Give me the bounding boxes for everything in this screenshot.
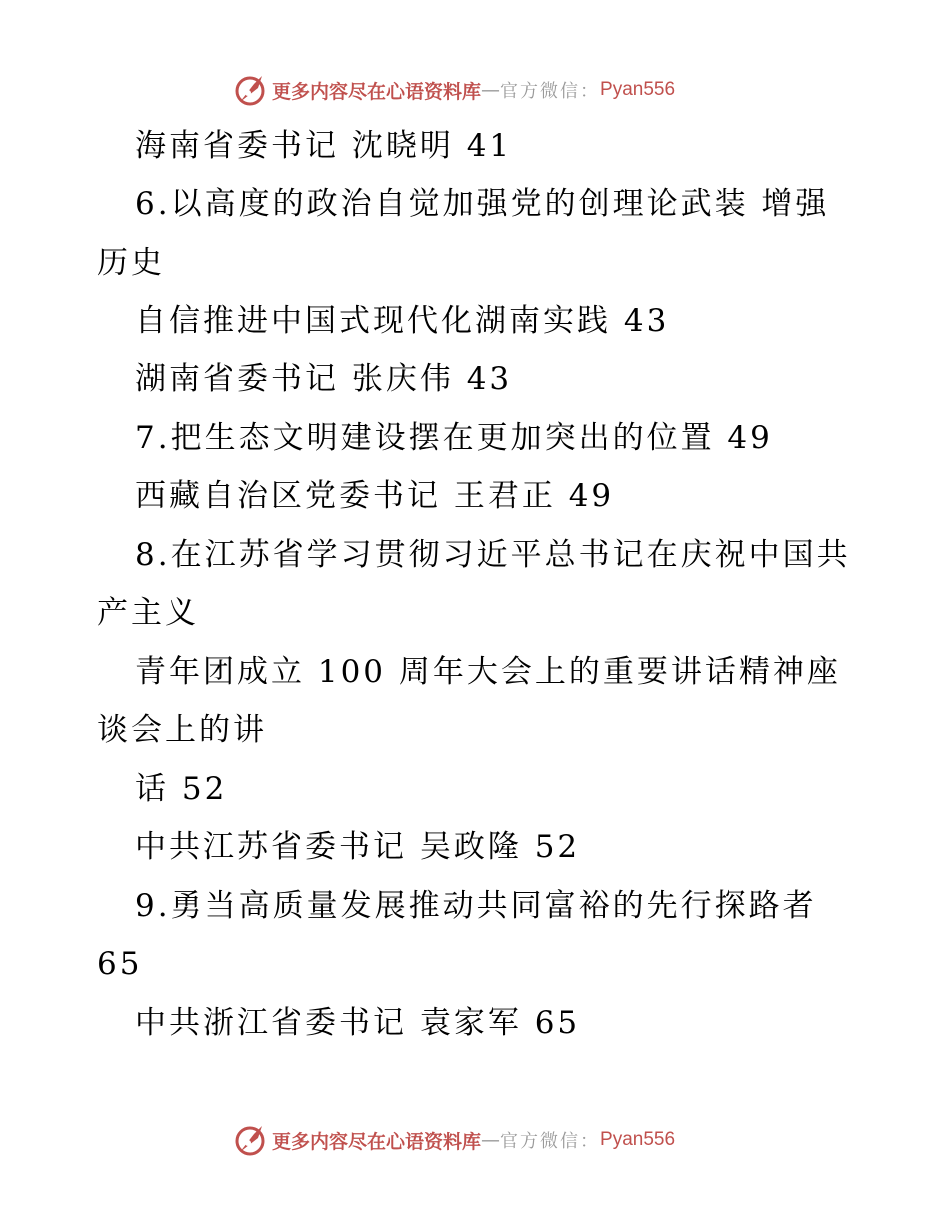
toc-line: 65 [97,946,143,982]
banner-wechat-label: 官方微信： [500,81,601,102]
toc-line: 9.勇当高质量发展推动共同富裕的先行探路者 [135,888,817,924]
banner-slogan: 更多内容尽在心语资料库 [272,1130,482,1153]
toc-line: 青年团成立 100 周年大会上的重要讲话精神座 [135,654,841,690]
header-banner [232,70,752,110]
quill-logo-icon [232,1122,268,1158]
toc-line: 中共浙江省委书记 袁家军 65 [135,1005,581,1041]
toc-line: 海南省委书记 沈晓明 41 [135,128,513,164]
quill-logo-icon [232,72,268,108]
toc-line: 产主义 [97,595,199,631]
toc-line: 自信推进中国式现代化湖南实践 43 [135,303,670,339]
toc-line: 中共江苏省委书记 吴政隆 52 [135,829,581,865]
toc-line: 8.在江苏省学习贯彻习近平总书记在庆祝中国共 [135,537,851,573]
toc-line: 西藏自治区党委书记 王君正 49 [135,478,615,514]
banner-wechat-id: Pyan556 [600,79,676,100]
banner-wechat-id: Pyan556 [600,1129,676,1150]
toc-line: 谈会上的讲 [97,712,267,748]
banner-slogan: 更多内容尽在心语资料库 [272,80,482,103]
toc-line: 湖南省委书记 张庆伟 43 [135,361,513,397]
banner-separator: — [481,79,501,101]
footer-banner [232,1120,752,1160]
banner-wechat-label: 官方微信： [500,1131,601,1152]
toc-line: 历史 [97,245,165,281]
toc-line: 6.以高度的政治自觉加强党的创理论武装 增强 [135,186,830,222]
banner-separator: — [481,1129,501,1151]
toc-line: 话 52 [135,771,228,807]
toc-line: 7.把生态文明建设摆在更加突出的位置 49 [135,420,773,456]
